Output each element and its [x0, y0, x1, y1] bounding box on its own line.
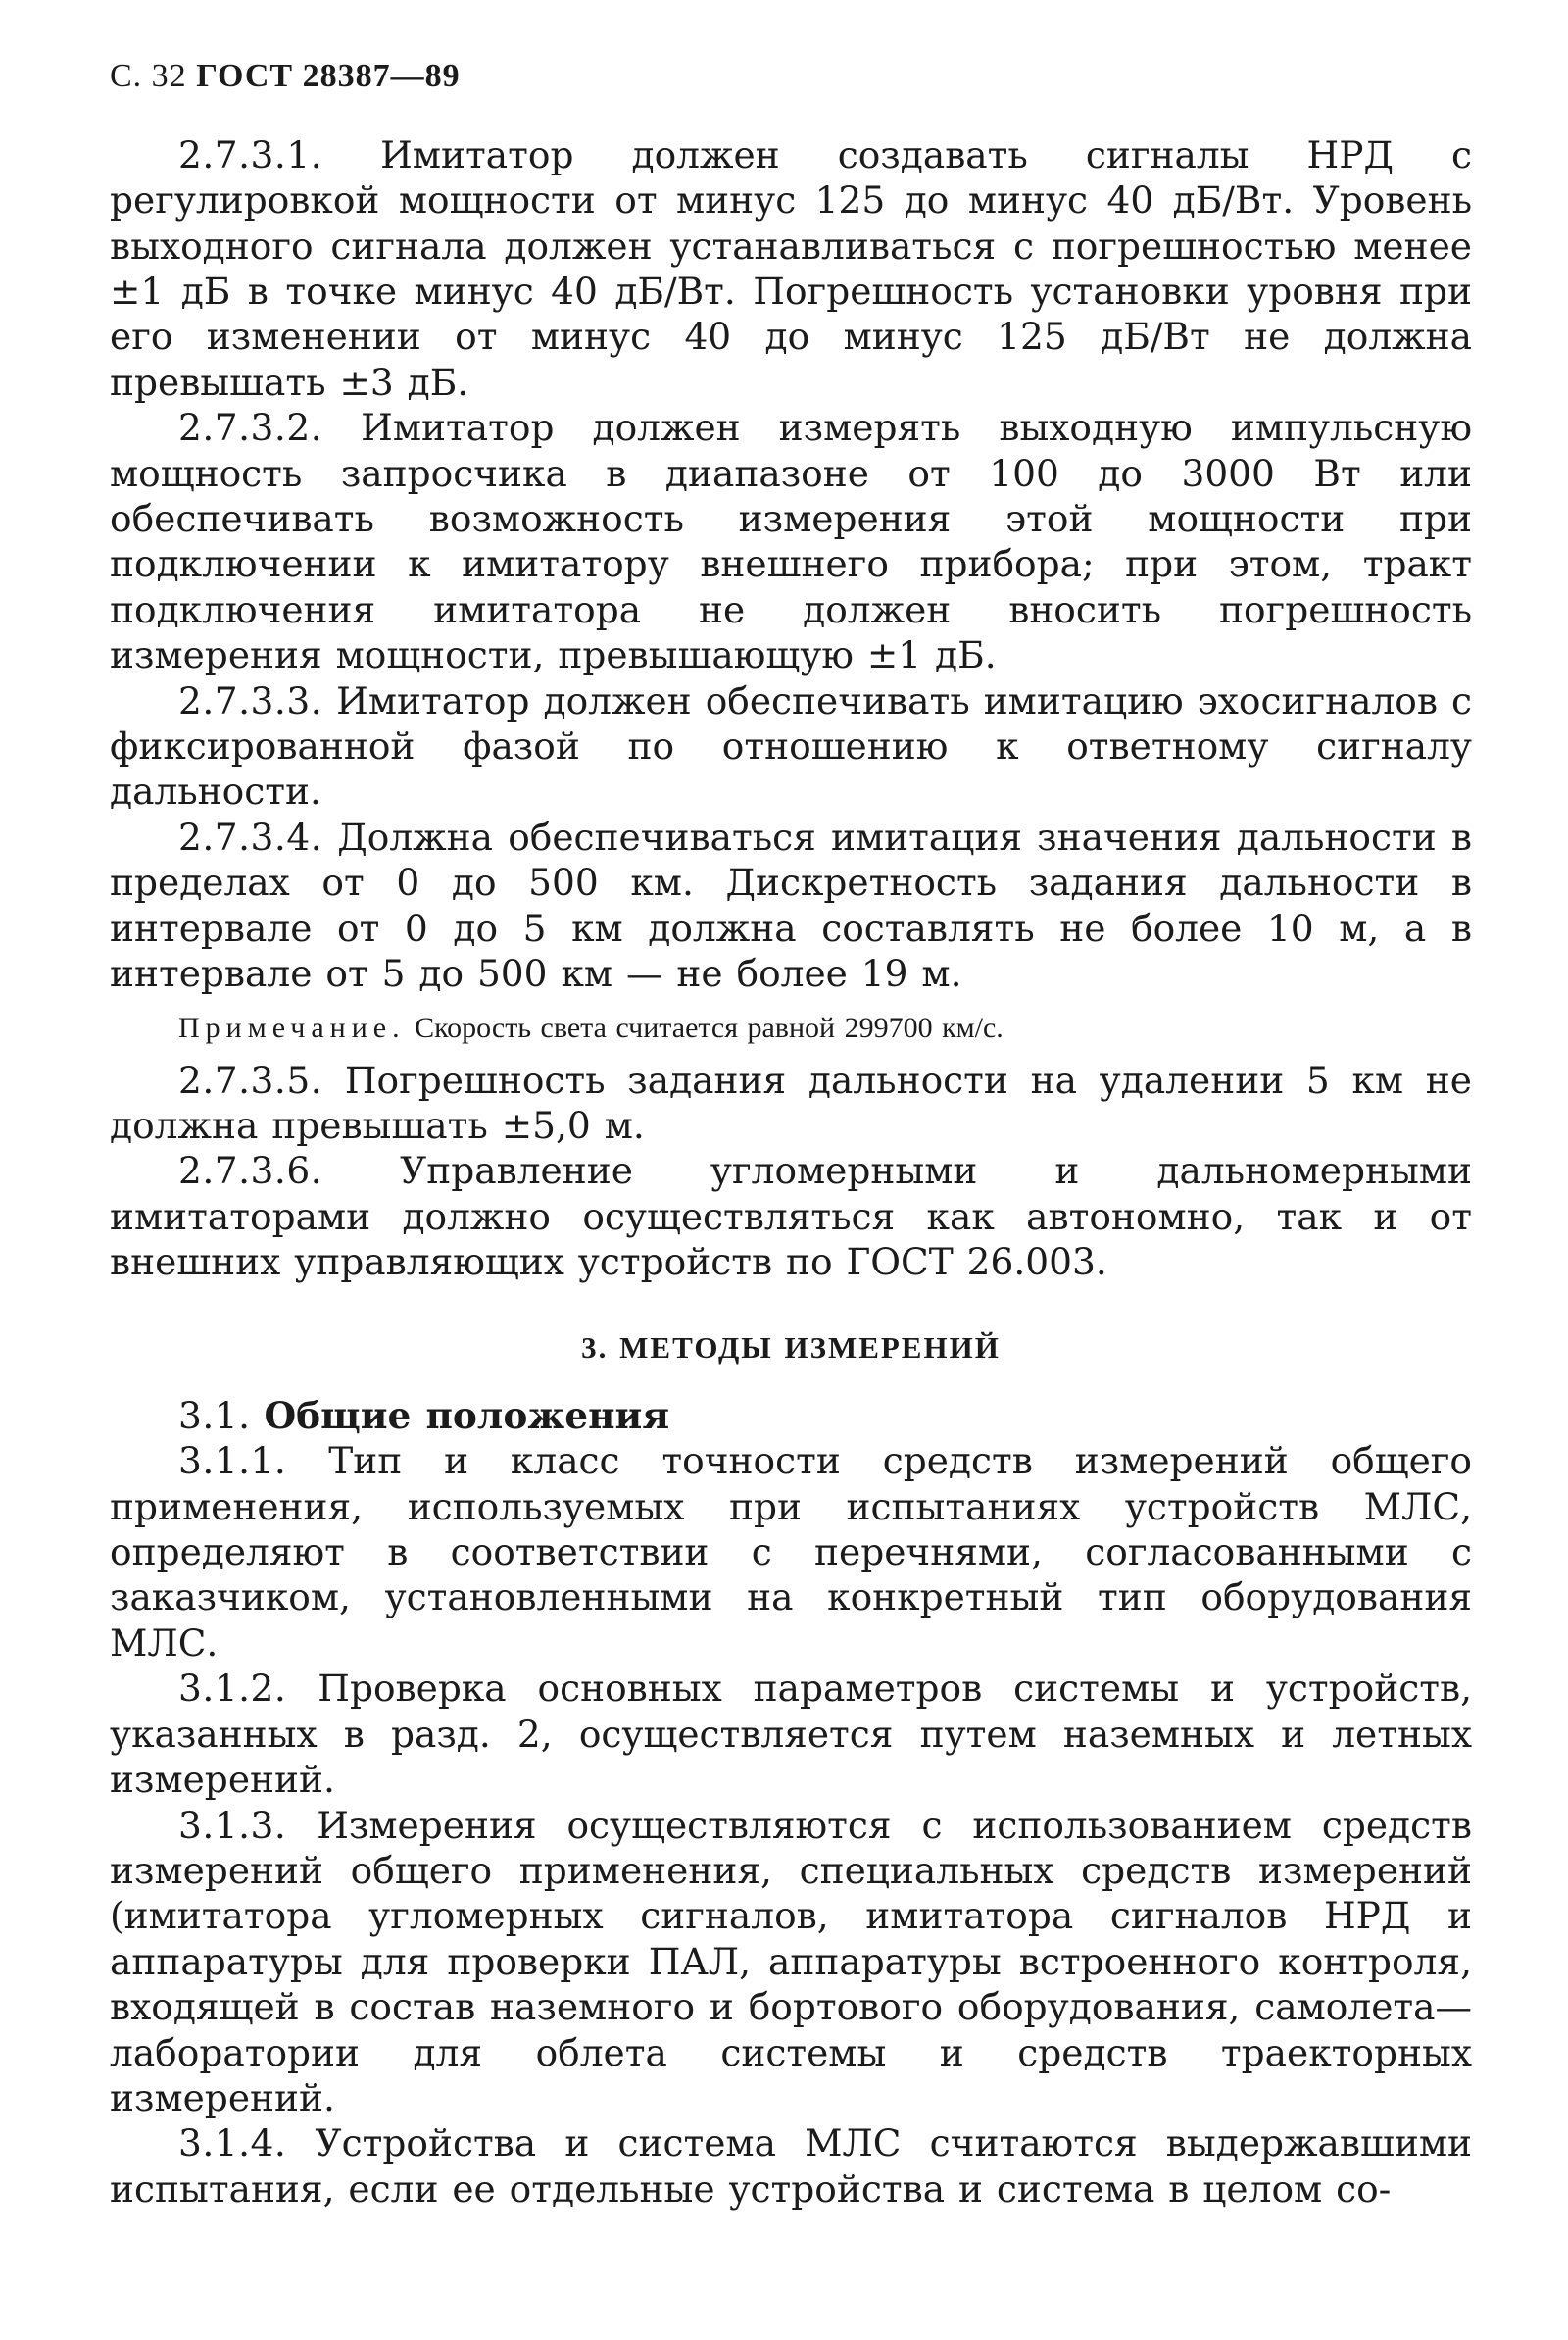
paragraph-number: 3.1.3.: [178, 1803, 287, 1847]
paragraph: [110, 1666, 1472, 1802]
paragraph-text: Имитатор должен измерять выходную импульсную мощность запросчика в диапазоне от 100 до 3000 Вт или обеспечивать возможность измерения этой мощности при подключении к имитатору внешнего прибора; при этом, тракт подключения имитатора не должен вносить погрешность измерения мощности, превышающую ±1 дБ.: [110, 406, 1472, 677]
note-label: Примечание.: [178, 1011, 406, 1044]
paragraph-number: 2.7.3.5.: [178, 1058, 323, 1102]
paragraph-text: Измерения осуществляются с использованием средств измерений общего применения, специальных средств измерений (имитатора угломерных сигналов, имитатора сигналов НРД и аппаратуры для проверки ПАЛ, аппаратуры встроенного контроля, входящей в состав наземного и бортового оборудования, самолета—лаборатории для облета системы и средств траекторных измерений.: [110, 1803, 1473, 2119]
document-code: ГОСТ 28387—89: [196, 58, 461, 94]
paragraph-number: 3.1.1.: [178, 1439, 287, 1483]
paragraph-number: 2.7.3.6.: [178, 1149, 323, 1193]
paragraph: [110, 2120, 1472, 2212]
paragraph-text: Должна обеспечиваться имитация значения дальности в пределах от 0 до 500 км. Дискретность задания дальности в интервале от 0 до 5 км должна составлять не более 10 м, а в интервале от 5 до 500 км — не более 19 м.: [110, 815, 1472, 996]
paragraph-text: Проверка основных параметров системы и устройств, указанных в разд. 2, осуществляется путем наземных и летных измерений.: [110, 1667, 1473, 1802]
paragraph-text: Погрешность задания дальности на удалении 5 км не должна превышать ±5,0 м.: [110, 1058, 1472, 1147]
paragraph-number: 2.7.3.1.: [178, 132, 323, 176]
paragraph: [110, 1803, 1472, 2121]
page-number: С. 32: [110, 58, 187, 94]
paragraph: [110, 405, 1472, 677]
paragraph-number: 3.1.2.: [178, 1667, 287, 1711]
paragraph-text: Управление угломерными и дальномерными имитаторами должно осуществляться как автономно, так и от внешних управляющих устройств по ГОСТ 26.003.: [110, 1149, 1473, 1284]
body-text: [110, 132, 1472, 2212]
paragraph-number: 2.7.3.2.: [178, 406, 323, 450]
section-heading: 3. МЕТОДЫ ИЗМЕРЕНИЙ: [581, 1329, 1001, 1365]
paragraph-number: 3.1.4.: [178, 2121, 287, 2166]
paragraph: [110, 1438, 1472, 1666]
page-header: [110, 57, 1472, 97]
subsection-heading: [110, 1393, 1472, 1438]
paragraph: [110, 815, 1472, 997]
paragraph-text: Имитатор должен создавать сигналы НРД с регулировкой мощности от минус 125 до минус 40 дБ/Вт. Уровень выходного сигнала должен устанавливаться с погрешностью менее ±1 дБ в точке минус 40 дБ/Вт. Погрешность установки уровня при его изменении от минус 40 до минус 125 дБ/Вт не должна превышать ±3 дБ.: [110, 132, 1473, 404]
paragraph: [110, 132, 1472, 405]
paragraph-text: Тип и класс точности средств измерений общего применения, используемых при испытаниях устройств МЛС, определяют в соответствии с перечнями, согласованными с заказчиком, установленными на конкретный тип оборудования МЛС.: [110, 1439, 1473, 1665]
paragraph: [110, 1058, 1472, 1149]
paragraph-number: 2.7.3.4.: [178, 815, 323, 859]
subsection-title: Общие положения: [264, 1393, 670, 1437]
note: [178, 1007, 1472, 1050]
paragraph-text: Имитатор должен обеспечивать имитацию эхосигналов с фиксированной фазой по отношению к ответному сигналу дальности.: [110, 678, 1473, 814]
subsection-number: 3.1.: [178, 1393, 251, 1437]
paragraph: [110, 678, 1472, 815]
paragraph-number: 2.7.3.3.: [178, 678, 323, 722]
note-text: Скорость света считается равной 299700 км/с.: [415, 1011, 1004, 1044]
paragraph: [110, 1148, 1472, 1284]
paragraph-text: Устройства и система МЛС считаются выдержавшими испытания, если ее отдельные устройства и система в целом со-: [110, 2121, 1472, 2211]
